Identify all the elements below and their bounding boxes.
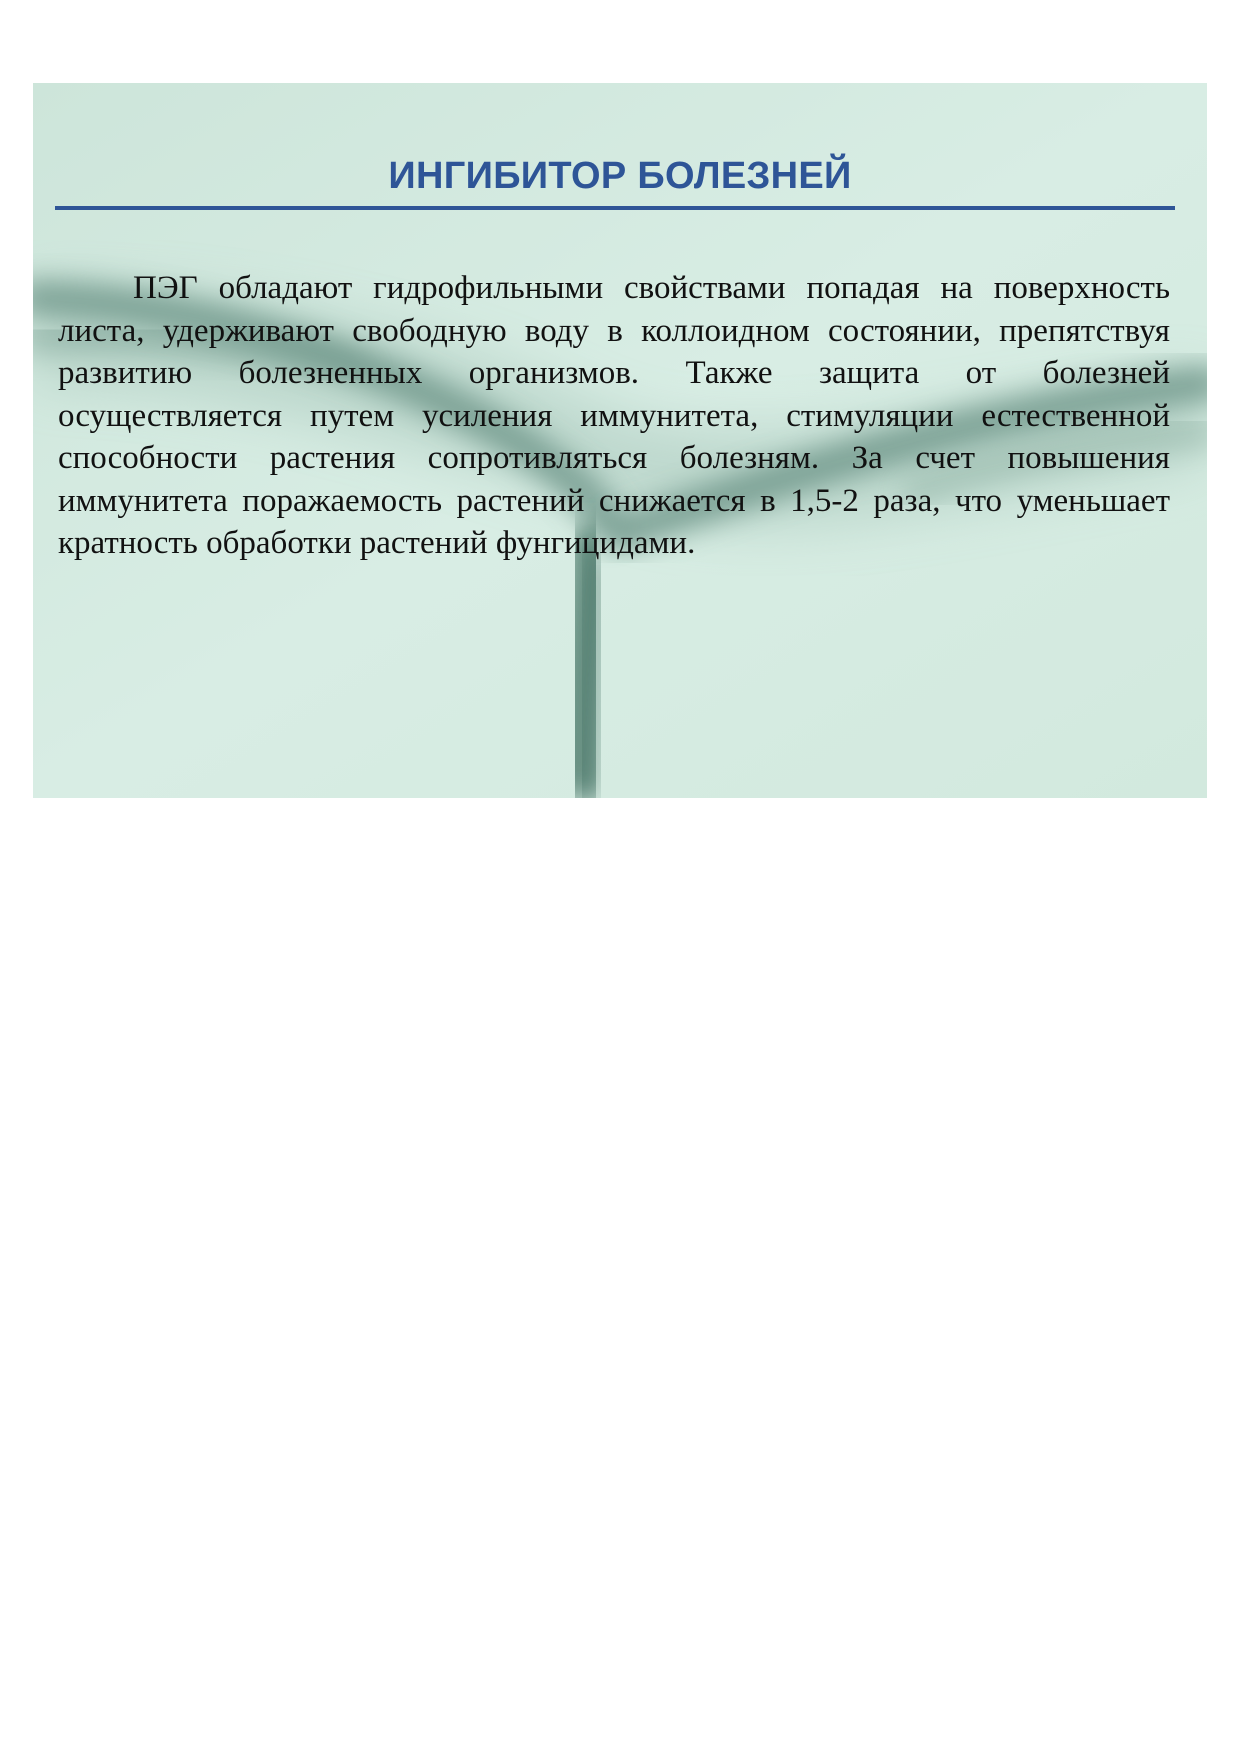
slide — [33, 83, 1207, 798]
slide-title: ИНГИБИТОР БОЛЕЗНЕЙ — [388, 155, 852, 197]
title-underline — [55, 206, 1175, 210]
slide-body-paragraph: ПЭГ обладают гидрофильными свойствами попадая на поверхность листа, удерживают свободную воду в коллоидном состоянии, препятствуя развитию болезненных организмов. Также защита от болезней осуществляется путем усиления иммунитета, стимуляции естественной способности растения сопротивляться болезням. За счет повышения иммунитета поражаемость растений снижается в 1,5-2 раза, что уменьшает кратность обработки растений фунгицидами. — [58, 270, 1170, 561]
